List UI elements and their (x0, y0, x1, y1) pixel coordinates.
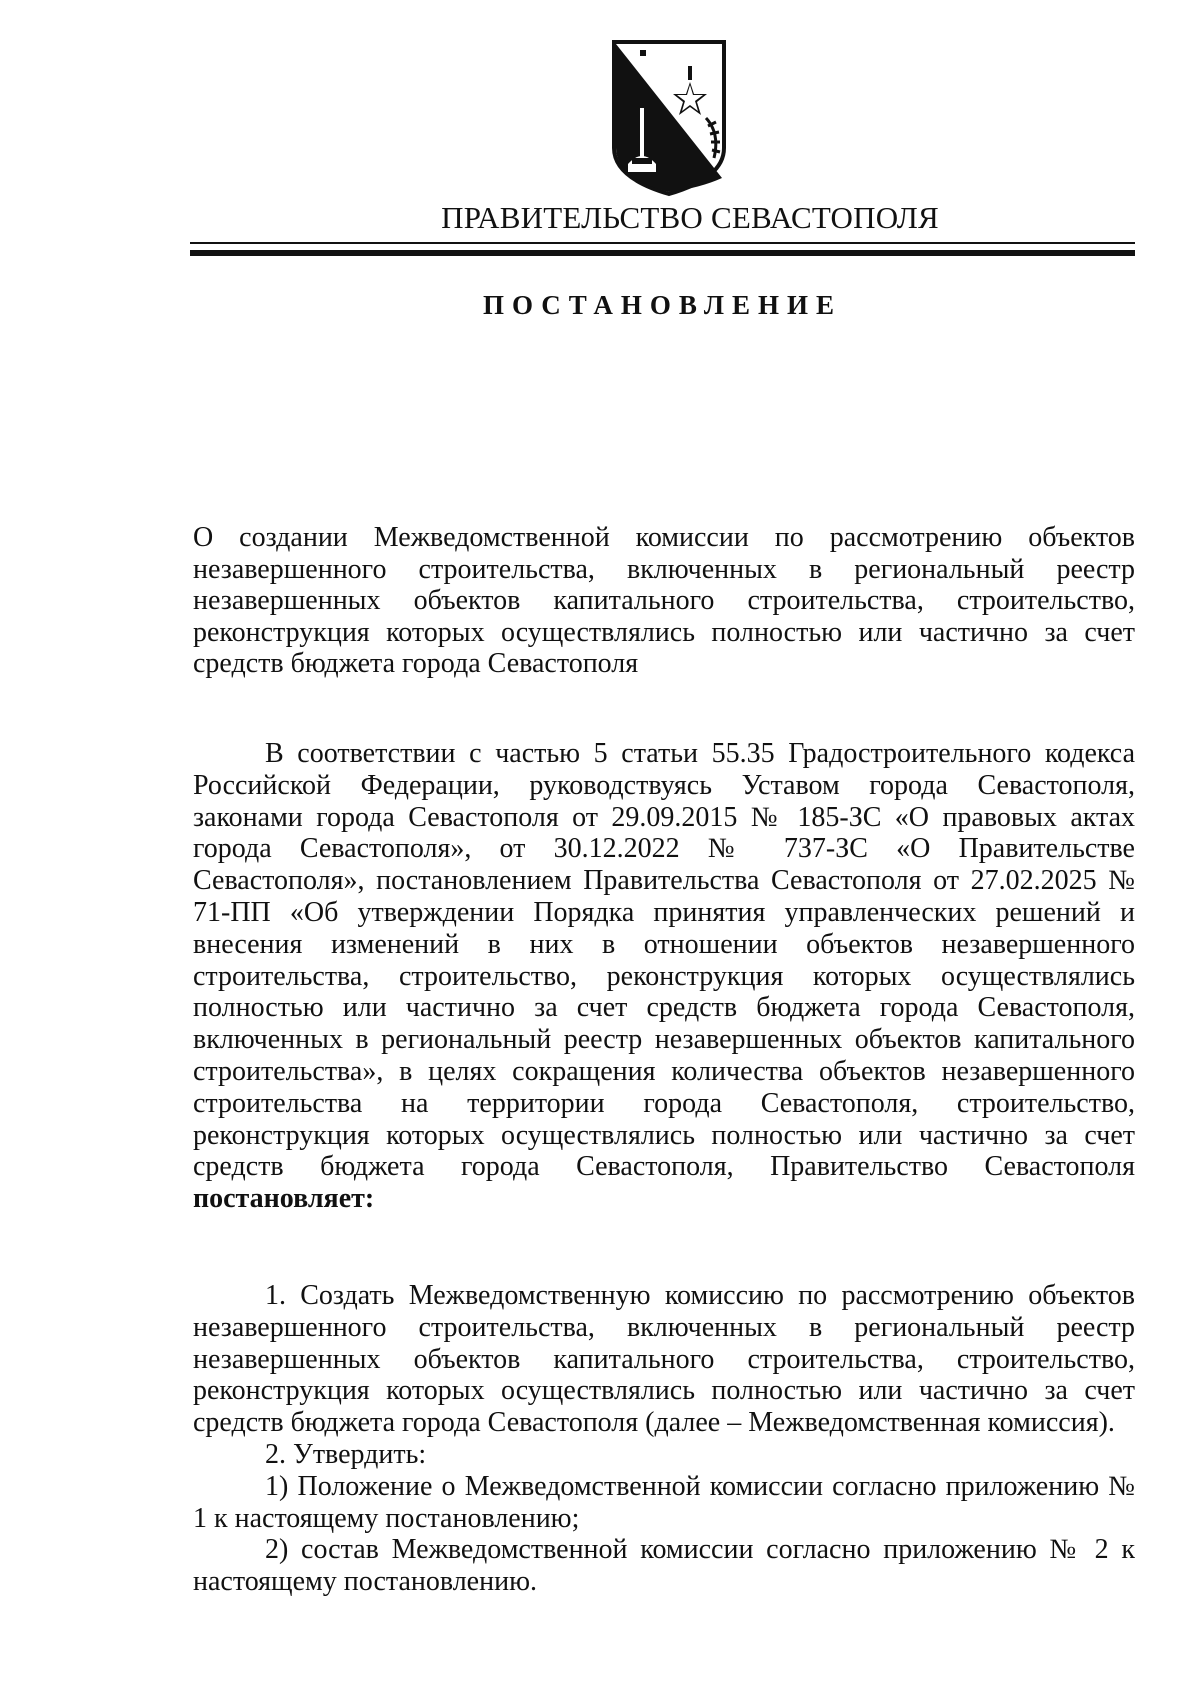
list-item: 2. Утвердить: (265, 1438, 427, 1470)
preamble (193, 738, 1135, 1215)
sevastopol-coat-of-arms-icon (610, 38, 728, 198)
list-item: 2) состав Межведомственной комиссии согласно приложению № 2 к настоящему постановлению. (193, 1534, 1135, 1598)
header-divider-thick (190, 250, 1135, 256)
government-name: ПРАВИТЕЛЬСТВО СЕВАСТОПОЛЯ (441, 200, 939, 235)
resolution-items (193, 1280, 1135, 1598)
resolves-word: постановляет: (193, 1183, 375, 1215)
list-item: 1) Положение о Межведомственной комиссии согласно приложению № 1 к настоящему постановлению; (193, 1470, 1135, 1534)
document-title: О создании Межведомственной комиссии по рассмотрению объектов незавершенного строительства, включенных в региональный реестр незавершенных объектов капитального строительства, строительство, реконструкция которых осуществлялись полностью или частично за счет средств бюджета города Севастополя (193, 522, 1135, 679)
document-type: ПОСТАНОВЛЕНИЕ (482, 290, 843, 320)
preamble-text: В соответствии с частью 5 статьи 55.35 Градостроительного кодекса Российской Федерации, руководствуясь Уставом города Севастополя, законами города Севастополя от 29.09.2015 № 185-ЗС «О правовых актах города Севастополя», от 30.12.2022 № 737-ЗС «О Правительстве Севастополя», постановлением Правительства Севастополя от 27.02.2025 № 71-ПП «Об утверждении Порядка принятия управленческих решений и внесения изменений в них в отношении объектов незавершенного строительства, строительство, реконструкция которых осуществлялись полностью или частично за счет средств бюджета города Севастополя, включенных в региональный реестр незавершенных объектов капитального строительства», в целях сокращения количества объектов незавершенного строительства на территории города Севастополя, строительство, реконструкция которых осуществлялись полностью или частично за счет средств бюджета города Севастополя, Правительство Севастополя (193, 738, 1135, 1183)
list-item: 1. Создать Межведомственную комиссию по рассмотрению объектов незавершенного строительства, включенных в региональный реестр незавершенных объектов капитального строительства, строительство, реконструкция которых осуществлялись полностью или частично за счет средств бюджета города Севастополя (далее – Межведомственная комиссия). (193, 1280, 1135, 1439)
header-divider-thin (190, 242, 1135, 244)
